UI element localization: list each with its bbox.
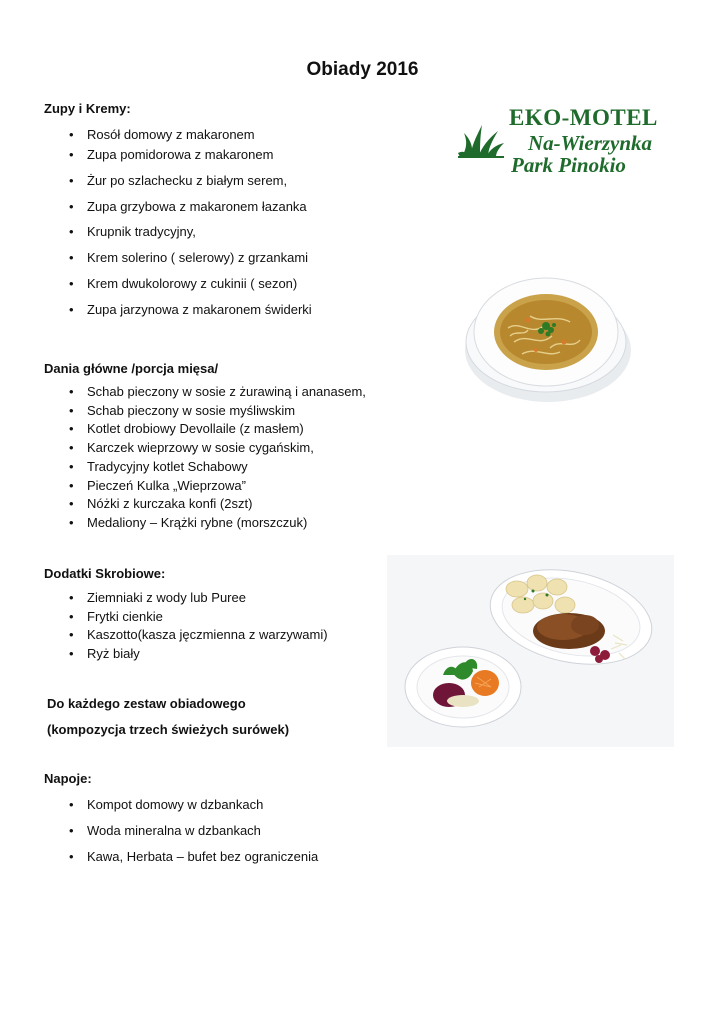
list-item: • Zupa grzybowa z makaronem łazanka [64, 198, 312, 224]
list-item: • Kawa, Herbata – bufet bez ograniczenia [64, 848, 318, 874]
drinks-list [64, 796, 318, 874]
logo-line-2: Na-Wierzynka [528, 131, 653, 155]
list-item: • Schab pieczony w sosie myśliwskim [64, 402, 366, 421]
list-item: • Medaliony – Krążki rybne (morszczuk) [64, 514, 366, 533]
list-item: • Pieczeń Kulka „Wieprzowa” [64, 477, 366, 496]
salad-note-line-2: (kompozycja trzech świeżych surówek) [47, 722, 290, 737]
list-item: • Zupa jarzynowa z makaronem świderki [64, 301, 312, 327]
page-title: Obiady 2016 [306, 59, 419, 80]
list-item: • Karczek wieprzowy w sosie cygańskim, [64, 439, 366, 458]
list-item: • Nóżki z kurczaka konfi (2szt) [64, 495, 366, 514]
list-item: • Krupnik tradycyjny, [64, 223, 312, 249]
main-dish-photo [387, 555, 674, 747]
logo-line-3: Park Pinokio [511, 153, 626, 177]
soups-heading: Zupy i Kremy: [44, 101, 131, 116]
list-item: • Kotlet drobiowy Devollaile (z masłem) [64, 420, 366, 439]
list-item: • Tradycyjny kotlet Schabowy [64, 458, 366, 477]
eko-motel-logo [458, 105, 663, 180]
list-item: • Żur po szlachecku z białym serem, [64, 172, 312, 198]
list-item: • Rosół domowy z makaronem [64, 126, 312, 146]
sides-list [64, 589, 328, 664]
list-item: • Zupa pomidorowa z makaronem [64, 146, 312, 172]
list-item: • Krem solerino ( selerowy) z grzankami [64, 249, 312, 275]
mains-heading: Dania główne /porcja mięsa/ [44, 361, 219, 376]
salad-note-line-1: Do każdego zestaw obiadowego [47, 696, 246, 711]
list-item: • Ziemniaki z wody lub Puree [64, 589, 328, 608]
soup-plate-photo [410, 270, 638, 410]
sides-heading: Dodatki Skrobiowe: [44, 566, 166, 581]
list-item: • Schab pieczony w sosie z żurawiną i ananasem, [64, 383, 366, 402]
list-item: • Kaszotto(kasza jęczmienna z warzywami) [64, 626, 328, 645]
list-item: • Frytki cienkie [64, 608, 328, 627]
list-item: • Kompot domowy w dzbankach [64, 796, 318, 822]
drinks-heading: Napoje: [44, 771, 92, 786]
soups-list [64, 126, 312, 327]
list-item: • Krem dwukolorowy z cukinii ( sezon) [64, 275, 312, 301]
grass-icon [458, 123, 506, 159]
list-item: • Woda mineralna w dzbankach [64, 822, 318, 848]
list-item: • Ryż biały [64, 645, 328, 664]
mains-list [64, 383, 366, 533]
logo-line-1: EKO-MOTEL [509, 105, 658, 130]
